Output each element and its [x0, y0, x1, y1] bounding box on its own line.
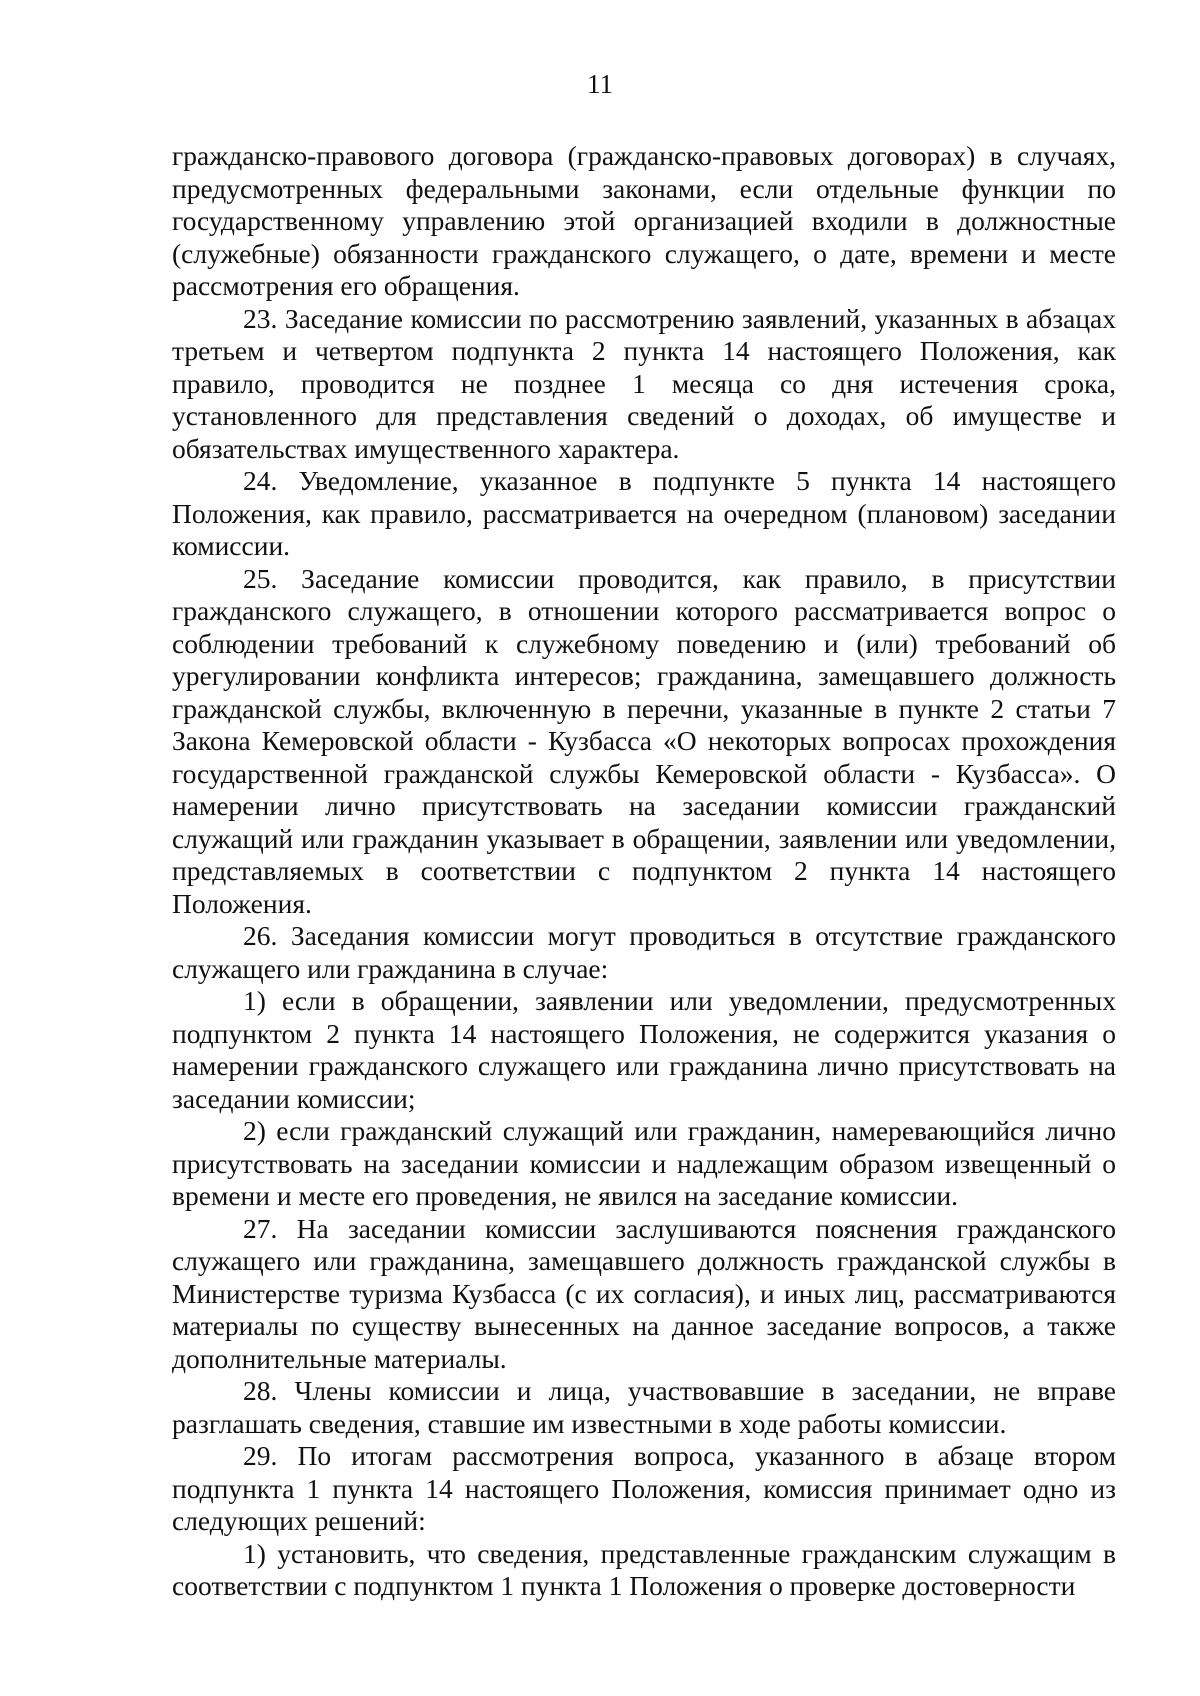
paragraph: 24. Уведомление, указанное в подпункте 5 пункта 14 настоящего Положения, как правило, рассматривается на очередном (плановом) заседании комиссии.	[172, 465, 1116, 561]
document-body	[172, 140, 1116, 1603]
paragraph: 23. Заседание комиссии по рассмотрению заявлений, указанных в абзацах третьем и четвертом подпункта 2 пункта 14 настоящего Положения, как правило, проводится не позднее 1 месяца со дня истечения срока, установленного для представления сведений о доходах, об имуществе и обязательствах имущественного характера.	[172, 302, 1116, 464]
page-number: 11	[587, 69, 613, 99]
paragraph: 26. Заседания комиссии могут проводиться в отсутствие гражданского служащего или гражданина в случае:	[172, 920, 1116, 984]
paragraph: 1) установить, что сведения, представленные гражданским служащим в соответствии с подпунктом 1 пункта 1 Положения о проверке достоверности	[172, 1537, 1116, 1601]
paragraph: 28. Члены комиссии и лица, участвовавшие в заседании, не вправе разглашать сведения, ставшие им известными в ходе работы комиссии.	[172, 1375, 1116, 1439]
continuation-paragraph: гражданско-правового договора (гражданско-правовых договорах) в случаях, предусмотренных федеральными законами, если отдельные функции по государственному управлению этой организацией входили в должностные (служебные) обязанности гражданского служащего, о дате, времени и месте рассмотрения его обращения.	[172, 140, 1116, 301]
paragraph: 29. По итогам рассмотрения вопроса, указанного в абзаце втором подпункта 1 пункта 14 настоящего Положения, комиссия принимает одно из следующих решений:	[172, 1440, 1116, 1536]
paragraph: 27. На заседании комиссии заслушиваются пояснения гражданского служащего или гражданина, замещавшего должность гражданской службы в Министерстве туризма Кузбасса (с их согласия), и иных лиц, рассматриваются материалы по существу вынесенных на данное заседание вопросов, а также дополнительные материалы.	[172, 1212, 1116, 1374]
paragraph: 2) если гражданский служащий или гражданин, намеревающийся лично присутствовать на заседании комиссии и надлежащим образом извещенный о времени и месте его проведения, не явился на заседание комиссии.	[172, 1115, 1116, 1211]
paragraph: 25. Заседание комиссии проводится, как правило, в присутствии гражданского служащего, в отношении которого рассматривается вопрос о соблюдении требований к служебному поведению и (или) требований об урегулировании конфликта интересов; гражданина, замещавшего должность гражданской службы, включенную в перечни, указанные в пункте 2 статьи 7 Закона Кемеровской области - Кузбасса «О некоторых вопросах прохождения государственной гражданской службы Кемеровской области - Кузбасса». О намерении лично присутствовать на заседании комиссии гражданский служащий или гражданин указывает в обращении, заявлении или уведомлении, представляемых в соответствии с подпунктом 2 пункта 14 настоящего Положения.	[172, 562, 1116, 919]
paragraph: 1) если в обращении, заявлении или уведомлении, предусмотренных подпунктом 2 пункта 14 настоящего Положения, не содержится указания о намерении гражданского служащего или гражданина лично присутствовать на заседании комиссии;	[172, 985, 1116, 1114]
